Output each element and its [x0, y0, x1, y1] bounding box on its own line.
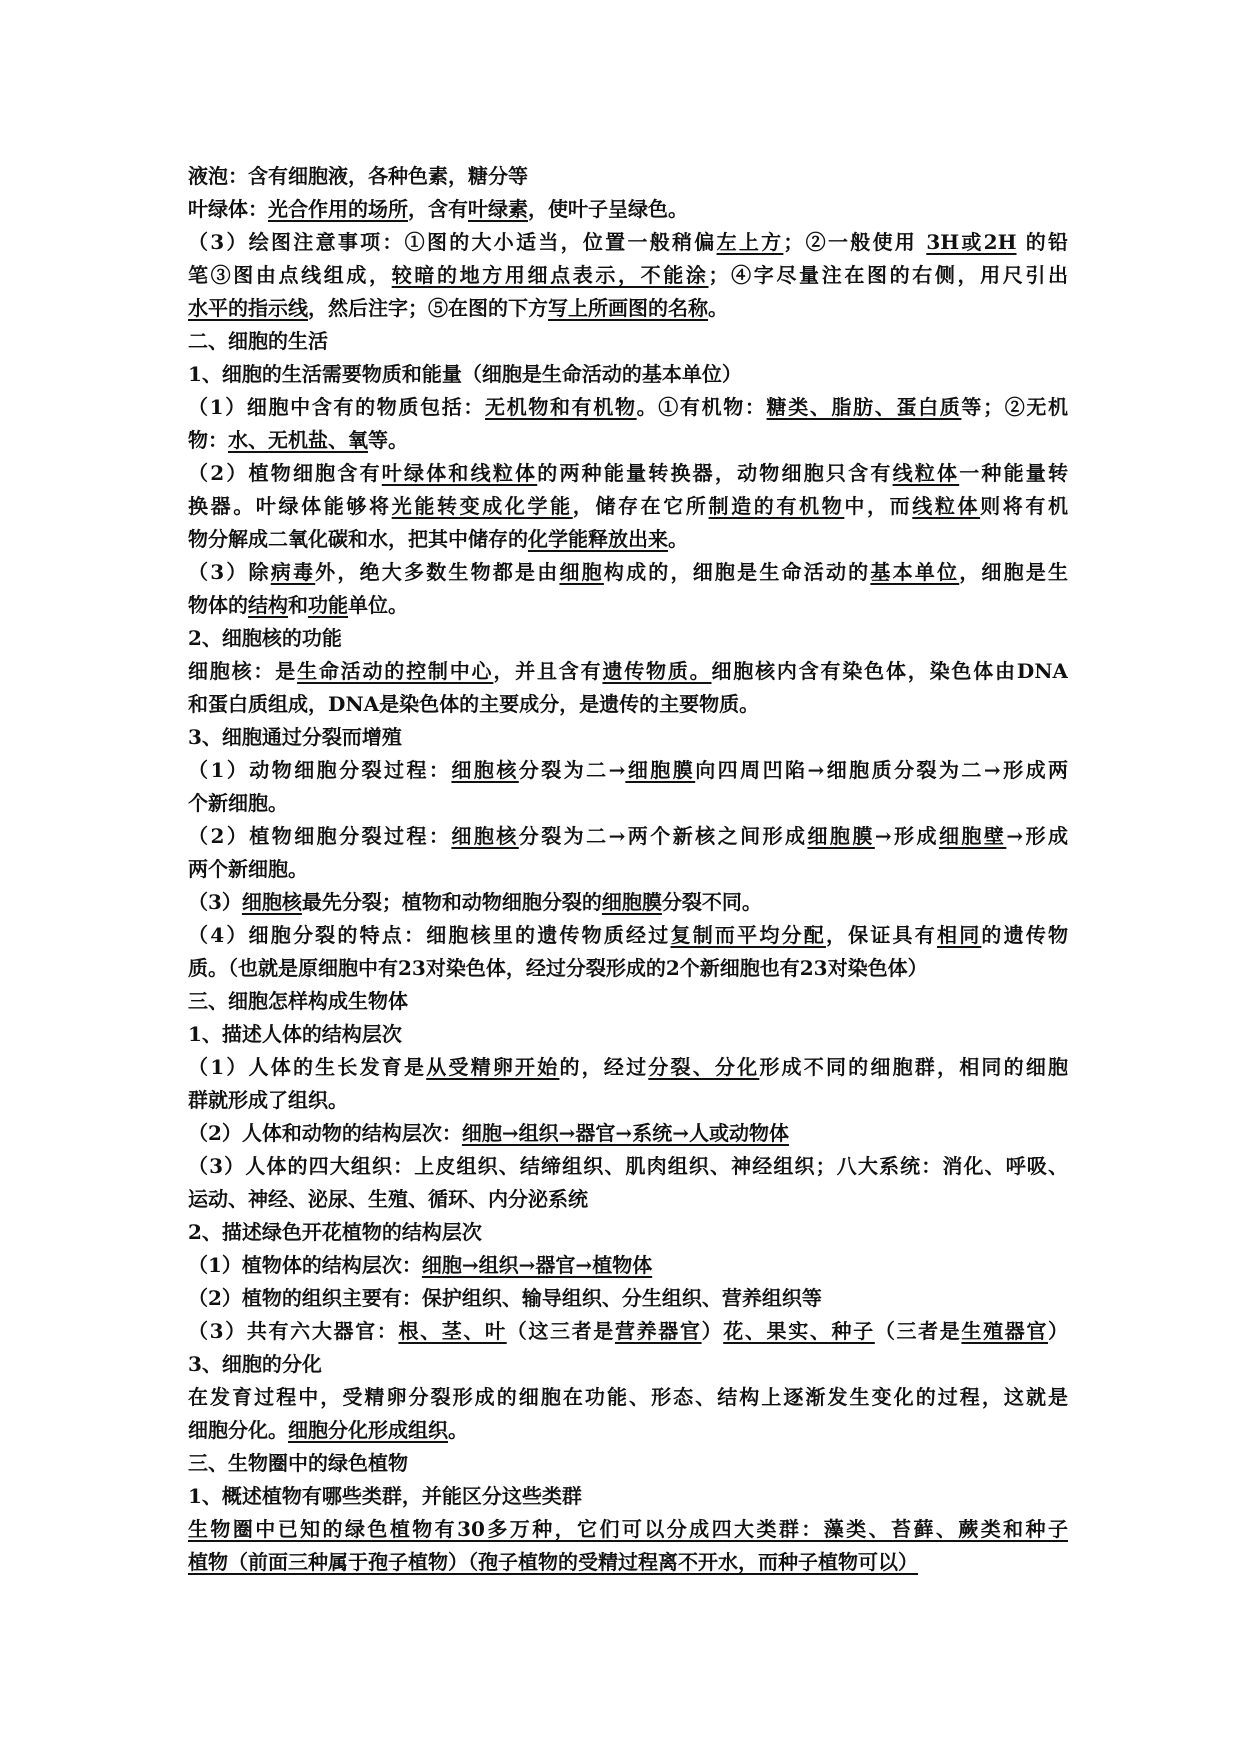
- text-segment: 一种能量转: [959, 461, 1068, 485]
- text-line: [188, 1183, 1068, 1216]
- text-segment: ，并且含有: [493, 659, 603, 683]
- text-segment: （3）绘图注意事项：①图的大小适当，位置一般稍偏: [188, 230, 717, 254]
- text-segment: ；②一般使用: [783, 230, 927, 254]
- text-line: [188, 820, 1068, 853]
- text-segment: （1）细胞中含有的物质包括：: [188, 395, 486, 419]
- text-segment: →形成: [1006, 824, 1068, 848]
- text-segment: 物：: [188, 428, 228, 452]
- text-segment: 。: [708, 296, 728, 320]
- text-segment: （三者是: [874, 1319, 962, 1343]
- text-line: [188, 655, 1068, 688]
- text-segment: （1）植物体的结构层次：: [188, 1253, 422, 1277]
- text-segment: （2）植物的组织主要有：保护组织、输导组织、分生组织、营养组织等: [188, 1286, 822, 1310]
- text-segment: 1、细胞的生活需要物质和能量（细胞是生命活动的基本单位）: [188, 362, 742, 386]
- text-line: [188, 589, 1068, 622]
- underlined-text: 光能转变成化学能: [391, 494, 573, 518]
- text-segment: 向四周凹陷→细胞质分裂为二→形成两: [695, 758, 1068, 782]
- text-segment: ，细胞是生: [959, 560, 1068, 584]
- text-segment: 质。（也就是原细胞中有23对染色体，经过分裂形成的2个新细胞也有23对染色体）: [188, 956, 928, 980]
- text-segment: 换器。叶绿体能够将: [188, 494, 392, 518]
- text-segment: 分裂为二→: [518, 758, 626, 782]
- text-segment: （3）人体的四大组织：上皮组织、结缔组织、肌肉组织、神经组织；八大系统：消化、呼吸、: [188, 1154, 1068, 1178]
- text-segment: 物体的: [188, 593, 248, 617]
- underlined-text: 细胞膜: [807, 824, 875, 848]
- text-line: [188, 490, 1068, 523]
- text-segment: 分裂不同。: [661, 890, 762, 914]
- text-segment: 三、细胞怎样构成生物体: [188, 989, 408, 1013]
- underlined-text: 功能: [308, 593, 348, 617]
- text-segment: 两个新细胞。: [188, 857, 308, 881]
- text-segment: 的铅: [1016, 230, 1068, 254]
- underlined-text: 无机物和有机物: [485, 395, 637, 419]
- text-line: [188, 424, 1068, 457]
- text-segment: 叶绿体：: [188, 197, 268, 221]
- underlined-text: 细胞壁: [938, 824, 1007, 848]
- text-line: [188, 1150, 1068, 1183]
- text-line: [188, 1018, 1068, 1051]
- underlined-text: 生物圈中已知的绿色植物有30多万种，它们可以分成四大类群：藻类、苔藓、蕨类和种子: [188, 1517, 1068, 1541]
- text-segment: 群就形成了组织。: [188, 1088, 348, 1112]
- text-segment: 物分解成二氧化碳和水，把其中储存的: [188, 527, 528, 551]
- underlined-text: 3H或2H: [926, 230, 1017, 254]
- text-segment: 等。: [368, 428, 408, 452]
- text-line: [188, 556, 1068, 589]
- text-line: [188, 688, 1068, 721]
- text-segment: 等；②无机: [961, 395, 1068, 419]
- text-line: [188, 1414, 1068, 1447]
- text-line: [188, 1282, 1068, 1315]
- text-segment: （1）人体的生长发育是: [188, 1055, 427, 1079]
- text-segment: （4）细胞分裂的特点：细胞核里的遗传物质经过: [188, 923, 671, 947]
- text-segment: 和: [288, 593, 308, 617]
- document-body: [188, 160, 1068, 1579]
- text-line: [188, 1381, 1068, 1414]
- text-line: [188, 754, 1068, 787]
- text-line: [188, 1315, 1068, 1348]
- underlined-text: 细胞分化形成组织: [288, 1418, 448, 1442]
- text-segment: （2）植物细胞含有: [188, 461, 382, 485]
- underlined-text: 细胞核: [241, 890, 302, 914]
- text-line: [188, 193, 1068, 226]
- text-line: [188, 1051, 1068, 1084]
- underlined-text: 根、茎、叶: [398, 1319, 507, 1343]
- text-segment: ，储存在它所: [572, 494, 709, 518]
- text-line: [188, 358, 1068, 391]
- text-line: [188, 886, 1068, 919]
- underlined-text: 从受精卵开始: [426, 1055, 560, 1079]
- text-line: [188, 853, 1068, 886]
- underlined-text: 植物（前面三种属于孢子植物）（孢子植物的受精过程离不开水，而种子植物可以）: [188, 1550, 918, 1574]
- text-segment: 1、描述人体的结构层次: [188, 1022, 402, 1046]
- text-line: [188, 985, 1068, 1018]
- text-segment: 的，经过: [559, 1055, 649, 1079]
- text-segment: ，使叶子呈绿色。: [528, 197, 688, 221]
- text-line: [188, 1084, 1068, 1117]
- underlined-text: 相同: [936, 923, 982, 947]
- text-segment: 的遗传物: [981, 923, 1068, 947]
- text-segment: 细胞核：是: [188, 659, 298, 683]
- underlined-text: 遗传物质。: [602, 659, 712, 683]
- text-segment: ，保证具有: [825, 923, 937, 947]
- underlined-text: 细胞膜: [625, 758, 696, 782]
- text-segment: 在发育过程中，受精卵分裂形成的细胞在功能、形态、结构上逐渐发生变化的过程，这就是: [188, 1385, 1068, 1409]
- underlined-text: 细胞→组织→器官→植物体: [421, 1253, 653, 1277]
- text-line: [188, 952, 1068, 985]
- text-segment: ，含有: [408, 197, 468, 221]
- underlined-text: 结构: [248, 593, 288, 617]
- underlined-text: 糖类、脂肪、蛋白质: [766, 395, 962, 419]
- text-line: [188, 523, 1068, 556]
- text-line: [188, 160, 1068, 193]
- text-segment: 形成不同的细胞群，相同的细胞: [759, 1055, 1068, 1079]
- text-line: [188, 226, 1068, 259]
- text-segment: （2）人体和动物的结构层次：: [188, 1121, 462, 1145]
- text-segment: 外，绝大多数生物都是由: [315, 560, 560, 584]
- underlined-text: 制造的有机物: [708, 494, 845, 518]
- underlined-text: 叶绿素: [468, 197, 528, 221]
- underlined-text: 叶绿体和线粒体: [381, 461, 538, 485]
- underlined-text: 生殖器官: [961, 1319, 1049, 1343]
- text-line: [188, 1117, 1068, 1150]
- text-segment: 笔③图由点线组成，: [188, 263, 392, 287]
- text-segment: 2、描述绿色开花植物的结构层次: [188, 1220, 482, 1244]
- text-line: [188, 721, 1068, 754]
- underlined-text: 写上所画图的名称: [548, 296, 708, 320]
- underlined-text: 水、无机盐、氧: [228, 428, 368, 452]
- text-line: [188, 1513, 1068, 1546]
- text-line: [188, 1447, 1068, 1480]
- text-segment: （2）植物细胞分裂过程：: [188, 824, 452, 848]
- underlined-text: 生命活动的控制中心: [297, 659, 494, 683]
- text-segment: 液泡：含有细胞液，各种色素，糖分等: [188, 164, 528, 188]
- text-segment: 运动、神经、泌尿、生殖、循环、内分泌系统: [188, 1187, 588, 1211]
- underlined-text: 基本单位: [870, 560, 960, 584]
- text-line: [188, 1480, 1068, 1513]
- text-segment: ）: [1048, 1319, 1068, 1343]
- underlined-text: 细胞膜: [601, 890, 662, 914]
- text-segment: 和蛋白质组成，DNA是染色体的主要成分，是遗传的主要物质。: [188, 692, 760, 716]
- text-line: [188, 1348, 1068, 1381]
- text-segment: 个新细胞。: [188, 791, 288, 815]
- text-segment: 。①有机物：: [636, 395, 767, 419]
- text-segment: ；④字尽量注在图的右侧，用尺引出: [708, 263, 1068, 287]
- text-line: [188, 292, 1068, 325]
- text-line: [188, 1249, 1068, 1282]
- text-segment: 分裂为二→两个新核之间形成: [518, 824, 808, 848]
- underlined-text: 细胞→组织→器官→系统→人或动物体: [461, 1121, 789, 1145]
- text-segment: （1）动物细胞分裂过程：: [188, 758, 452, 782]
- underlined-text: 营养器官: [614, 1319, 702, 1343]
- underlined-text: 左上方: [716, 230, 784, 254]
- underlined-text: 细胞核: [451, 758, 519, 782]
- text-segment: （3）共有六大器官：: [188, 1319, 399, 1343]
- underlined-text: 复制而平均分配: [670, 923, 826, 947]
- text-segment: 3、细胞通过分裂而增殖: [188, 725, 402, 749]
- underlined-text: 线粒体: [912, 494, 981, 518]
- text-line: [188, 391, 1068, 424]
- text-segment: 的两种能量转换器，动物细胞只含有: [537, 461, 893, 485]
- text-segment: 1、概述植物有哪些类群，并能区分这些类群: [188, 1484, 582, 1508]
- text-segment: ，然后注字；⑤在图的下方: [308, 296, 548, 320]
- underlined-text: 较暗的地方用细点表示，不能涂: [391, 263, 709, 287]
- text-segment: 细胞核内含有染色体，染色体由DNA: [711, 659, 1068, 683]
- text-segment: →形成: [874, 824, 939, 848]
- text-segment: 细胞分化。: [188, 1418, 288, 1442]
- text-segment: ）: [701, 1319, 724, 1343]
- text-segment: 。: [448, 1418, 468, 1442]
- underlined-text: 细胞核: [451, 824, 519, 848]
- text-segment: 中，而: [844, 494, 913, 518]
- text-segment: 则将有机: [980, 494, 1068, 518]
- text-segment: 3、细胞的分化: [188, 1352, 322, 1376]
- text-segment: 二、细胞的生活: [188, 329, 328, 353]
- text-segment: 最先分裂；植物和动物细胞分裂的: [301, 890, 602, 914]
- text-line: [188, 1216, 1068, 1249]
- text-line: [188, 622, 1068, 655]
- text-segment: （3）除: [188, 560, 271, 584]
- text-segment: 2、细胞核的功能: [188, 626, 342, 650]
- underlined-text: 细胞: [559, 560, 604, 584]
- text-line: [188, 787, 1068, 820]
- text-line: [188, 325, 1068, 358]
- text-segment: 三、生物圈中的绿色植物: [188, 1451, 408, 1475]
- underlined-text: 分裂、分化: [648, 1055, 760, 1079]
- text-segment: 单位。: [348, 593, 408, 617]
- underlined-text: 化学能释放出来: [528, 527, 668, 551]
- text-segment: 构成的，细胞是生命活动的: [603, 560, 871, 584]
- text-segment: （3）: [188, 890, 242, 914]
- underlined-text: 花、果实、种子: [723, 1319, 875, 1343]
- underlined-text: 水平的指示线: [188, 296, 308, 320]
- underlined-text: 光合作用的场所: [268, 197, 408, 221]
- text-line: [188, 259, 1068, 292]
- underlined-text: 病毒: [270, 560, 316, 584]
- text-segment: 。: [668, 527, 688, 551]
- text-line: [188, 457, 1068, 490]
- text-line: [188, 1546, 1068, 1579]
- underlined-text: 线粒体: [892, 461, 960, 485]
- text-line: [188, 919, 1068, 952]
- text-segment: （这三者是: [506, 1319, 615, 1343]
